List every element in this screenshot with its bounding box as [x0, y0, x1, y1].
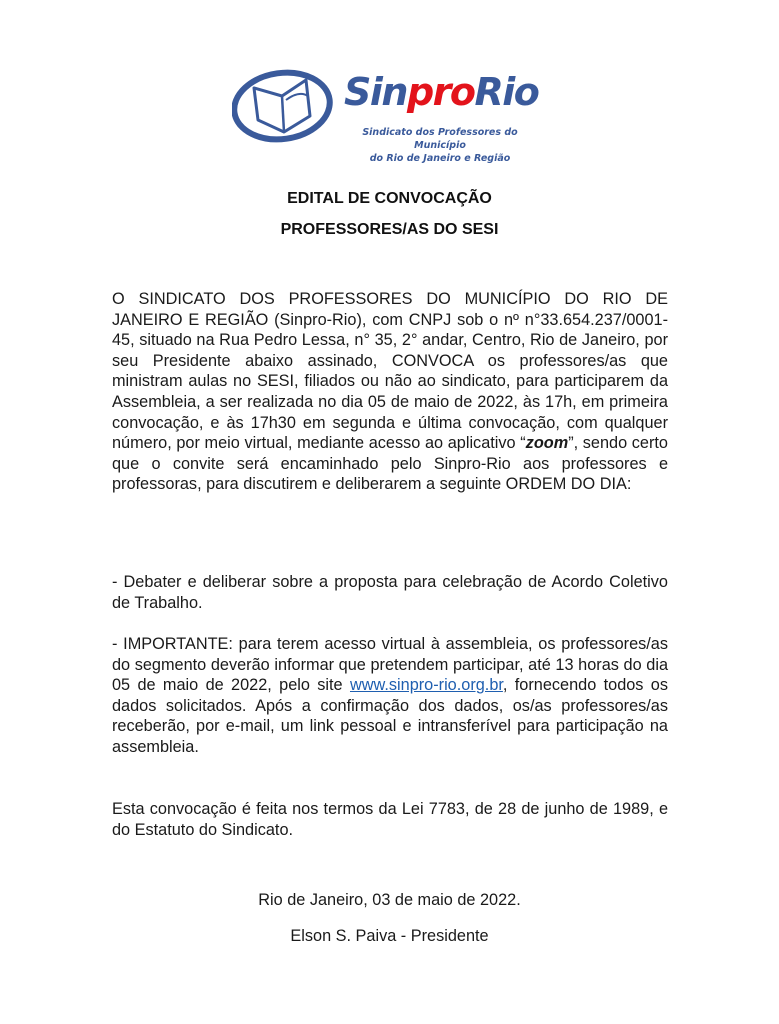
legal-basis-paragraph: Esta convocação é feita nos termos da Lei 7783, de 28 de junho de 1989, e do Estatuto do Sindicato. — [112, 800, 668, 839]
paragraph-text: ”, sendo certo que o convite será encaminhado pelo Sinpro-Rio aos professores e professoras, para discutirem e deliberarem a seguinte ORDEM DO DIA: — [112, 434, 668, 494]
open-book-in-ellipse-icon — [232, 66, 342, 146]
zoom-app-name: zoom — [525, 434, 569, 453]
brand-pro: pro — [406, 70, 475, 114]
sinpro-rio-logo — [232, 66, 539, 164]
convocation-paragraph — [112, 289, 668, 495]
website-link[interactable]: www.sinpro-rio.org.br — [349, 676, 503, 695]
important-notice — [112, 634, 668, 758]
paragraph-text: , fornecendo todos os dados solicitados. Após a confirmação dos dados, os/as professores/as receberão, por e-mail, um link pessoal e intransferível para participação na assembleia. — [112, 676, 668, 756]
tagline-line-1: Sindicato dos Professores do Município — [362, 127, 518, 151]
brand-sin: Sin — [344, 70, 407, 114]
agenda-item: - Debater e deliberar sobre a proposta para celebração de Acordo Coletivo de Trabalho. — [112, 573, 668, 612]
brand-wordmark — [344, 70, 538, 114]
brand-tagline — [340, 126, 540, 165]
document-subtitle: PROFESSORES/AS DO SESI — [280, 221, 499, 238]
place-and-date: Rio de Janeiro, 03 de maio de 2022. — [258, 891, 521, 909]
document-title: EDITAL DE CONVOCAÇÃO — [287, 190, 492, 207]
tagline-line-2: do Rio de Janeiro e Região — [369, 153, 511, 164]
paragraph-text: O SINDICATO DOS PROFESSORES DO MUNICÍPIO DO RIO DE JANEIRO E REGIÃO (Sinpro-Rio), com CNPJ sob o nº n°33.654.237/0001-45, situado na Rua Pedro Lessa, n° 35, 2° andar, Centro, Rio de Janeiro, por seu Presidente abaixo assinado, CONVOCA os professores/as que ministram aulas no SESI, filiados ou não ao sindicato, para participarem da Assembleia, a ser realizada no dia 05 de maio de 2022, às 17h, em primeira convocação, e às 17h30 em segunda e última convocação, com qualquer número, por meio virtual, mediante acesso ao aplicativo “ — [112, 290, 668, 453]
brand-rio: Rio — [474, 70, 539, 114]
paragraph-text: - IMPORTANTE: para terem acesso virtual à assembleia, os professores/as do segmento deverão informar que pretendem participar, até 13 horas do dia 05 de maio de 2022, pelo site — [112, 635, 668, 695]
signature: Elson S. Paiva - Presidente — [290, 927, 489, 945]
